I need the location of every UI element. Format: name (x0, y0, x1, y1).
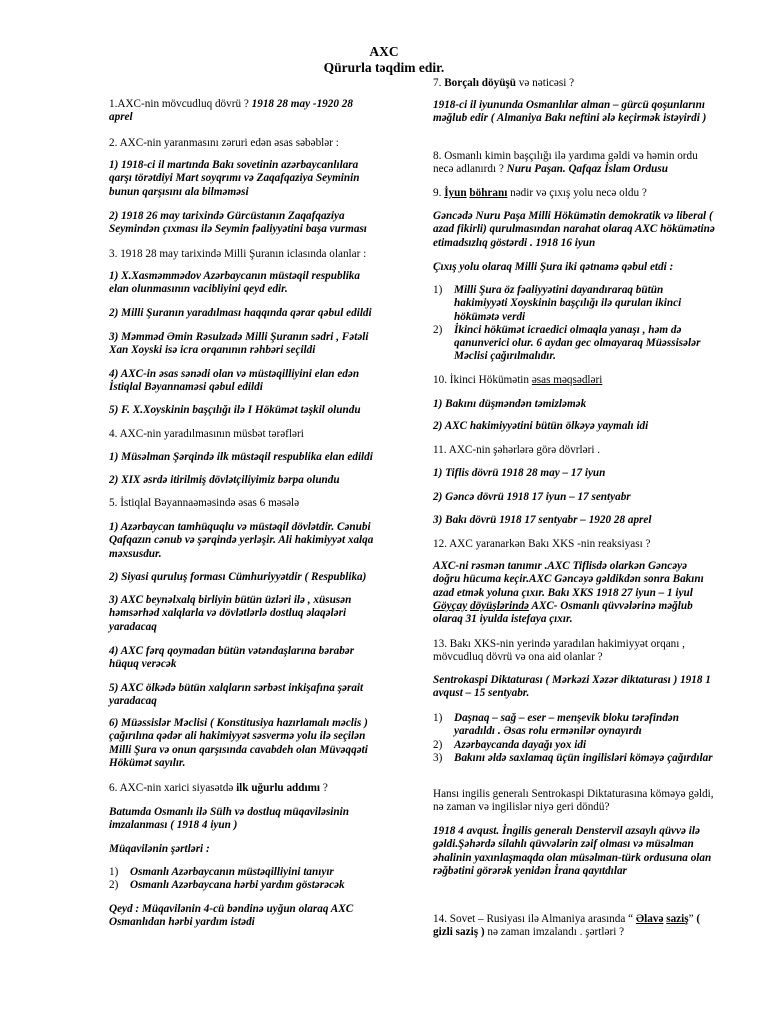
answer-1: 1918 28 may -1920 28 aprel (109, 98, 353, 124)
list-item-text: İkinci hökümət icraedici olmaqla yanaşı , həm də qanunverici olur. 6 aydan gec olmayaraq Müəssisələr Məclisi çağırılmalıdır. (454, 323, 701, 363)
list-item-number: 2) (109, 879, 119, 892)
answer-3-item-2: 2) Milli Şuranın yaradılması haqqında qərar qəbul edildi (109, 307, 372, 319)
answer-5-item-4: 4) AXC fərq qoymadan bütün vətəndaşlarına bərabər hüquq verəcək (109, 645, 355, 671)
list-item-number: 3) (433, 751, 443, 764)
list-item (109, 879, 377, 892)
answer-2-item-1: 1) 1918-ci il martında Bakı sovetinin azərbaycanlılara qarşı törətdiyi Mart soyqrımı və Zaqafqaziya Seyminin bunun qarşısını ala bilməməsi (109, 159, 360, 198)
answer-9-exit-heading: Çıxış yolu olaraq Milli Şura iki qətnamə qəbul etdi : (433, 261, 674, 273)
answer-2-item-2: 2) 1918 26 may tarixində Gürcüstanın Zaqafqaziya Seymindən çıxması ilə Seymin fəaliyyətini başa vurması (109, 210, 367, 236)
answer-11-item-1: 1) Tiflis dövrü 1918 28 may – 17 iyun (433, 467, 606, 479)
question-9-end: nədir və çıxış yolu necə oldu ? (507, 187, 647, 199)
list-item (433, 284, 716, 324)
answer-3-item-3: 3) Məmməd Əmin Rəsulzadə Milli Şuranın sədri , Fətəli Xan Xoyski isə icra orqanının rəhbəri seçildi (109, 331, 369, 357)
answer-5-item-3: 3) AXC beynəlxalq birliyin bütün üzləri ilə , xüsusən həmsərhəd xalqlarla və dövlətlərlə dostluq əlaqələri yaradacaq (109, 594, 352, 633)
question-8-text: 8. Osmanlı kimin başçılığı ilə yardıma gəldi və həmin ordu necə adlanırdı ? (433, 150, 698, 176)
answer-4-item-1: 1) Müsəlman Şərqində ilk müstəqil respublika elan edildi (109, 451, 373, 463)
question-9-term-2: böhranı (469, 187, 508, 199)
list-item-text: Azərbaycanda dayağı yox idi (454, 738, 587, 751)
answer-3-item-4: 4) AXC-in əsas sənədi olan və müstəqilliyini elan edən İstiqlal Bəyannaməsi qəbul edildi (109, 368, 360, 394)
list-item (433, 324, 716, 364)
question-7 (433, 77, 716, 90)
question-10 (433, 374, 716, 387)
list-item-text: Milli Şura öz fəaliyyətini dayandıraraq bütün hakimiyyəti Xoyskinin başçılığı ilə qurulan ikinci hökümətə verdi (454, 284, 682, 323)
question-6-emphasis: ilk uğurlu addımı (236, 782, 321, 794)
list-item-text: Bakını əldə saxlamaq üçün ingilisləri köməyə çağırdılar (454, 751, 713, 764)
answer-9-list (433, 284, 716, 364)
document-title: AXC (369, 44, 399, 59)
answer-10-item-2: 2) AXC hakimiyyətini bütün ölkəyə yaymalı idi (433, 420, 649, 432)
question-7-emphasis: Borçalı döyüşü (444, 77, 516, 89)
list-item-number: 1) (433, 284, 443, 296)
question-9-term-1: İyun (444, 187, 467, 199)
answer-3-item-1: 1) X.Xasməmmədov Azərbaycanın müstəqil respublika elan olunmasının vacibliyini qeyd edir. (109, 270, 360, 296)
list-item-number: 1) (433, 712, 443, 724)
question-12: 12. AXC yaranarkən Bakı XKS -nin reaksiyası ? (433, 538, 651, 550)
question-13: 13. Bakı XKS-nin yerində yaradılan hakimiyyət orqanı , mövcudluq dövrü və ona aid olanlar ? (433, 638, 685, 664)
question-7-end: və nəticəsi ? (516, 77, 575, 89)
list-item (433, 739, 716, 752)
question-7-text: 7. (433, 77, 445, 89)
answer-11-item-3: 3) Bakı dövrü 1918 17 sentyabr – 1920 28 aprel (433, 514, 652, 526)
answer-6-note: Qeyd : Müqavilənin 4-cü bəndinə uyğun olaraq AXC Osmanlıdan hərbi yardım istədi (109, 903, 354, 929)
answer-5-item-5: 5) AXC ölkədə bütün xalqların sərbəst inkişafına şərait yaradacaq (109, 682, 364, 708)
answer-5-item-2: 2) Siyasi quruluş forması Cümhuriyyətdir ( Respublika) (109, 571, 367, 583)
question-6-end: ? (320, 782, 328, 794)
document-subtitle: Qürurla təqdim edir. (323, 60, 445, 75)
answer-12-text: AXC-ni rəsmən tanımır .AXC Tiflisdə olarkən Gəncəyə doğru hücuma keçir.AXC Gəncəyə gəldikdən sonra Bakını azad etmək yoluna çıxır. Bakı XKS 1918 27 iyun – 1 iyul (433, 560, 704, 599)
answer-13b: 1918 4 avqust. İngilis generalı Denstervil azsaylı qüvvə ilə gəldi.Şəhərdə silahlı qüvvələrin zəif olması və müsəlman əhalinin yaxınlaşmaqda olan müsəlman-türk ordusuna olan rəğbətini görərək yenidən İrana qayıtdılar (433, 825, 712, 877)
answer-13: Sentrokaspi Diktaturası ( Mərkəzi Xəzər diktaturası ) 1918 1 avqust – 15 sentyabr. (433, 674, 711, 700)
list-item (109, 866, 377, 879)
list-item (433, 712, 716, 739)
answer-5-item-1: 1) Azərbaycan tamhüquqlu və müstəqil dövlətdir. Cənubi Qafqazın cənub və şərqində yerləşir. Ali hakimiyyət xalqa məxsusdur. (109, 521, 374, 560)
question-14-term-1: Əlavə (635, 913, 664, 925)
answer-6: Batumda Osmanlı ilə Sülh və dostluq müqaviləsinin imzalanması ( 1918 4 iyun ) (109, 806, 349, 832)
question-9 (433, 187, 716, 200)
question-6-text: 6. AXC-nin xarici siyasətdə (109, 782, 237, 794)
answer-9: Gəncədə Nuru Paşa Milli Hökümətin demokratik və liberal ( azad fikirli) qurulmasından narahat olaraq AXC hökümətinə etimadsızlıq göstərdi . 1918 16 iyun (433, 210, 715, 249)
question-14-term-2: saziş (666, 913, 689, 925)
question-5: 5. İstiqlal Bəyannaəməsində əsas 6 məsələ (109, 497, 300, 509)
answer-11-item-2: 2) Gəncə dövrü 1918 17 iyun – 17 sentyabr (433, 491, 631, 503)
answer-12 (433, 560, 716, 626)
question-14 (433, 913, 716, 940)
list-item-number: 1) (109, 866, 119, 878)
document-header (0, 44, 768, 76)
list-item-number: 2) (433, 738, 443, 751)
answer-12-battles: döyüşlərində (469, 599, 530, 612)
question-6 (109, 782, 377, 795)
question-9-number: 9. (433, 187, 445, 199)
list-item (433, 752, 716, 765)
question-1-text: 1.AXC-nin mövcudluq dövrü ? (109, 98, 249, 110)
question-10-text: 10. İkinci Hökümətin (433, 374, 532, 386)
question-14-end: nə zaman imzalandı . şərtləri ? (484, 926, 625, 939)
answer-5-item-6: 6) Müəssislər Məclisi ( Konstitusiya hazırlamalı məclis ) çağırılına qədər ali hakimiyyət səsvermə yolu ilə seçilən Milli Şura və onun qarşısında cavabdeh olan Müvəqqəti Hökümət sayılır. (109, 717, 368, 769)
list-item-text: Daşnaq – sağ – eser – menşevik bloku tərəfindən yaradıldı . Əsas rolu ermənilər oynayırdı (454, 712, 679, 738)
answer-7: 1918-ci il iyununda Osmanlılar alman – gürcü qoşunlarını məğlub edir ( Almaniya Bakı neftini ələ keçirmək istəyirdi ) (433, 99, 707, 125)
question-11: 11. AXC-nin şəhərlərə görə dövrləri . (433, 444, 601, 456)
question-14-quote: ” (688, 913, 697, 925)
answer-6-terms-heading: Müqavilənin şərtləri : (109, 843, 210, 855)
question-3: 3. 1918 28 may tarixində Milli Şuranın iclasında olanlar : (109, 248, 367, 260)
answer-8: Nuru Paşan. Qafqaz İslam Ordusu (506, 163, 668, 176)
question-14-emphasis: ( gizli saziş ) (433, 913, 701, 939)
answer-6-terms-list (109, 866, 377, 893)
answer-10-item-1: 1) Bakını düşməndən təmizləmək (433, 398, 587, 410)
answer-3-item-5: 5) F. X.Xoyskinin başçılığı ilə I Hökümət təşkil olundu (109, 404, 361, 416)
answer-12-place: Göyçay (433, 599, 468, 612)
question-2: 2. AXC-nin yaranmasını zəruri edən əsas səbəblər : (109, 137, 339, 149)
question-10-term: əsas məqsədləri (531, 374, 603, 386)
question-13b: Hansı ingilis generalı Sentrokaspi Diktaturasına köməyə gəldi, nə zaman və ingilislər niyə geri döndü? (433, 788, 714, 814)
answer-4-item-2: 2) XIX əsrdə itirilmiş dövlətçiliyimiz bərpa olundu (109, 474, 340, 486)
question-1 (109, 98, 377, 125)
list-item-number: 2) (433, 323, 443, 336)
question-14-text: 14. Sovet – Rusiyası ilə Almaniya arasında “ (433, 913, 636, 925)
answer-13-list (433, 712, 716, 765)
list-item-text: Osmanlı Azərbaycanın müstəqilliyini tanıyır (130, 866, 334, 878)
answer-12-end: AXC- Osmanlı qüvvələrinə məğlub olaraq 31 iyulda istefaya çıxır. (433, 599, 693, 626)
question-8 (433, 150, 716, 177)
list-item-text: Osmanlı Azərbaycana hərbi yardım göstərəcək (130, 879, 345, 892)
question-4: 4. AXC-nin yaradılmasının müsbət tərəfləri (109, 428, 304, 440)
